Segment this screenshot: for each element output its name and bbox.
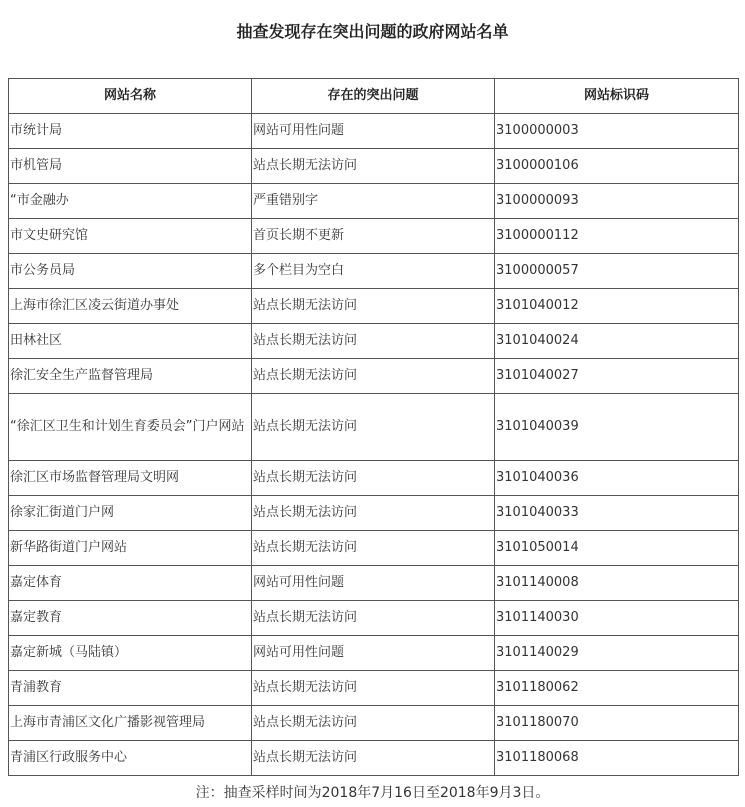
- site-name: 市文史研究馆: [9, 219, 252, 254]
- site-name: 市统计局: [9, 114, 252, 149]
- site-name: 嘉定体育: [9, 566, 252, 601]
- site-issue: 站点长期无法访问: [252, 359, 495, 394]
- site-issue: 网站可用性问题: [252, 636, 495, 671]
- site-issue: 站点长期无法访问: [252, 601, 495, 636]
- table-row: [9, 671, 739, 706]
- site-name: 徐汇区市场监督管理局文明网: [9, 461, 252, 496]
- site-issue: 站点长期无法访问: [252, 496, 495, 531]
- site-issue: 站点长期无法访问: [252, 289, 495, 324]
- site-issue: 站点长期无法访问: [252, 324, 495, 359]
- site-name: “徐汇区卫生和计划生育委员会”门户网站: [9, 394, 252, 461]
- header-site-name: 网站名称: [9, 79, 252, 114]
- site-name: 市公务员局: [9, 254, 252, 289]
- site-code: 3101040036: [495, 461, 739, 496]
- site-issue: 站点长期无法访问: [252, 741, 495, 776]
- site-code: 3100000057: [495, 254, 739, 289]
- site-code: 3101140008: [495, 566, 739, 601]
- site-name: 新华路街道门户网站: [9, 531, 252, 566]
- table-row: [9, 394, 739, 461]
- site-issue: 严重错别字: [252, 184, 495, 219]
- site-code: 3101040033: [495, 496, 739, 531]
- site-code: 3101040012: [495, 289, 739, 324]
- site-name: “市金融办: [9, 184, 252, 219]
- table-row: [9, 114, 739, 149]
- site-code: 3101040027: [495, 359, 739, 394]
- site-code: 3101140029: [495, 636, 739, 671]
- site-issue: 网站可用性问题: [252, 114, 495, 149]
- table-row: [9, 496, 739, 531]
- table-row: [9, 219, 739, 254]
- table-row: [9, 461, 739, 496]
- site-code: 3100000106: [495, 149, 739, 184]
- site-name: 徐家汇街道门户网: [9, 496, 252, 531]
- table-row: [9, 254, 739, 289]
- site-issue: 站点长期无法访问: [252, 149, 495, 184]
- website-list-table: [8, 78, 739, 776]
- site-code: 3100000093: [495, 184, 739, 219]
- table-row: [9, 359, 739, 394]
- table-row: [9, 531, 739, 566]
- site-code: 3101040024: [495, 324, 739, 359]
- site-issue: 站点长期无法访问: [252, 461, 495, 496]
- site-name: 青浦教育: [9, 671, 252, 706]
- table-row: [9, 324, 739, 359]
- table-header-row: [9, 79, 739, 114]
- site-code: 3101040039: [495, 394, 739, 461]
- page-title: 抽查发现存在突出问题的政府网站名单: [236, 22, 509, 41]
- site-name: 市机管局: [9, 149, 252, 184]
- site-issue: 站点长期无法访问: [252, 531, 495, 566]
- site-code: 3101050014: [495, 531, 739, 566]
- site-issue: 站点长期无法访问: [252, 671, 495, 706]
- site-name: 上海市青浦区文化广播影视管理局: [9, 706, 252, 741]
- site-name: 嘉定教育: [9, 601, 252, 636]
- header-issue: 存在的突出问题: [252, 79, 495, 114]
- site-name: 田林社区: [9, 324, 252, 359]
- site-name: 上海市徐汇区凌云街道办事处: [9, 289, 252, 324]
- site-issue: 首页长期不更新: [252, 219, 495, 254]
- table-row: [9, 184, 739, 219]
- site-name: 青浦区行政服务中心: [9, 741, 252, 776]
- site-name: 嘉定新城（马陆镇）: [9, 636, 252, 671]
- sampling-footnote: 注：抽查采样时间为2018年7月16日至2018年9月3日。: [195, 785, 550, 801]
- table-row: [9, 706, 739, 741]
- site-code: 3101180068: [495, 741, 739, 776]
- site-issue: 多个栏目为空白: [252, 254, 495, 289]
- site-code: 3100000112: [495, 219, 739, 254]
- site-issue: 站点长期无法访问: [252, 706, 495, 741]
- table-row: [9, 149, 739, 184]
- site-issue: 站点长期无法访问: [252, 394, 495, 461]
- site-code: 3101140030: [495, 601, 739, 636]
- table-row: [9, 289, 739, 324]
- table-row: [9, 636, 739, 671]
- site-code: 3101180062: [495, 671, 739, 706]
- site-issue: 网站可用性问题: [252, 566, 495, 601]
- header-site-code: 网站标识码: [495, 79, 739, 114]
- table-row: [9, 566, 739, 601]
- table-row: [9, 601, 739, 636]
- site-name: 徐汇安全生产监督管理局: [9, 359, 252, 394]
- table-row: [9, 741, 739, 776]
- site-code: 3100000003: [495, 114, 739, 149]
- site-code: 3101180070: [495, 706, 739, 741]
